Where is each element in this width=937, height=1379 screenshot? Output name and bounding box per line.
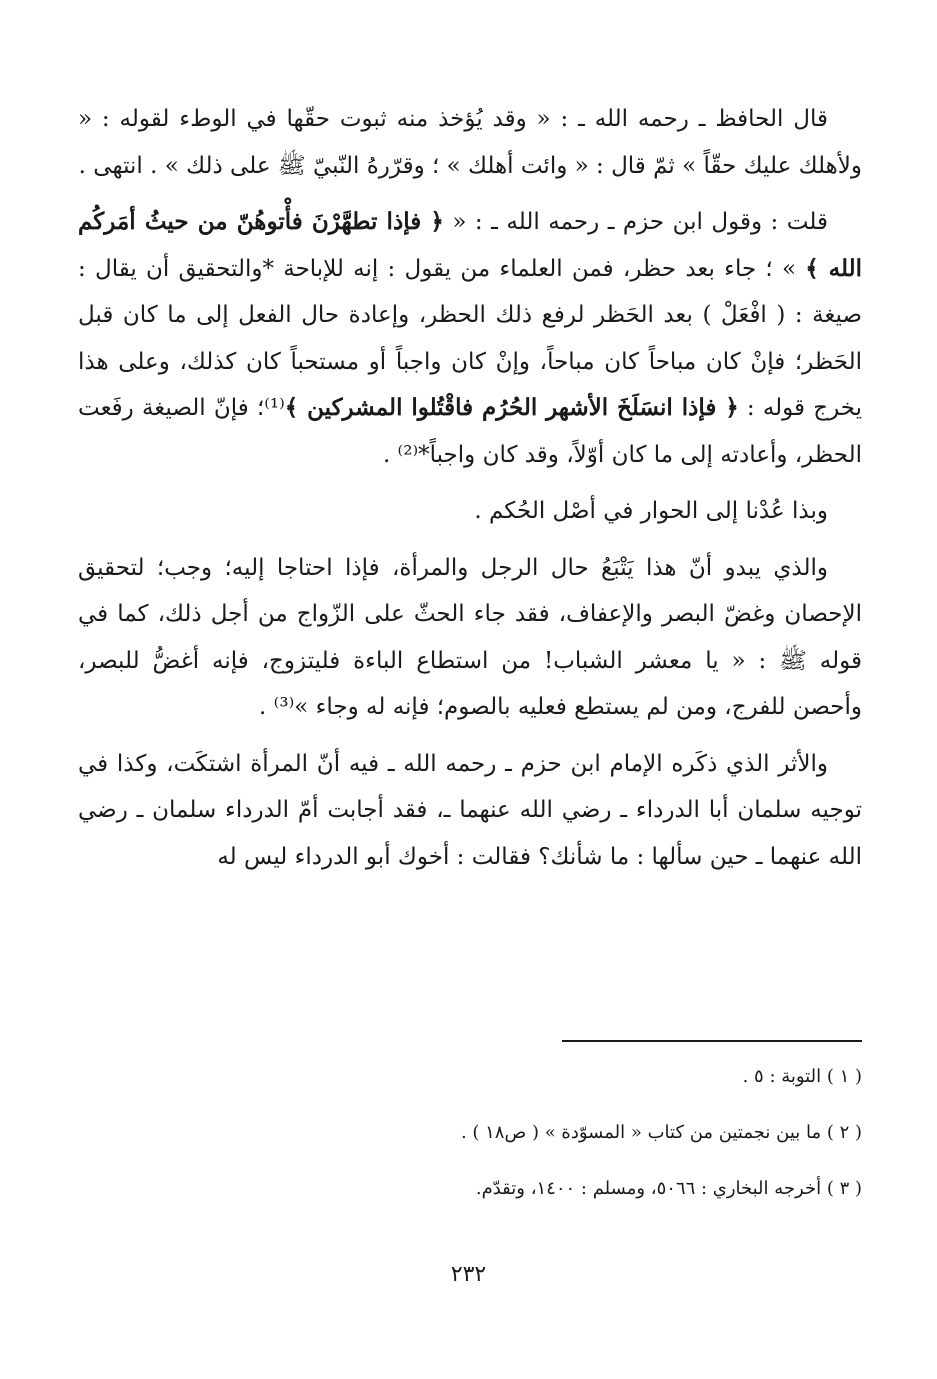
paragraph-text: ⁽¹⁾؛ فإنّ الصيغة رفَعت الحظر، وأعادته إلى ما كان أوّلاً، وقد كان واجباً*⁽²⁾ . (78, 395, 862, 468)
quran-verse: ﴿ فإذا انسَلَخَ الأشهر الحُرُم فاقْتُلوا المشركين ﴾ (284, 394, 739, 421)
footnotes (78, 1062, 862, 1230)
page-number: ٢٣٢ (450, 1262, 487, 1287)
paragraph-text: والذي يبدو أنّ هذا يَتْبَعُ حال الرجل والمرأة، فإذا احتاجا إليه؛ وجب؛ لتحقيق الإحصان وغضّ البصر والإعفاف، فقد جاء الحثّ على الزّواج من أجل ذلك، كما في قوله ﷺ : « يا معشر الشباب! من استطاع الباءة فليتزوج، فإنه أغضُّ للبصر، وأحصن للفرج، ومن لم يستطع فعليه بالصوم؛ فإنه له وجاء »⁽³⁾ . (78, 554, 862, 720)
quran-verse: ﴿ فإذا تطهَّرْنَ فأْتوهُنّ من حيثُ أمَركُم الله ﴾ (78, 208, 862, 282)
footnote-1: ( ١ ) التوبة : ٥ . (742, 1066, 862, 1087)
paragraph-text: والأثر الذي ذكَره الإمام ابن حزم ـ رحمه الله ـ فيه أنّ المرأة اشتكَت، وكذا في توجيه سلمان أبا الدرداء ـ رضي الله عنهما ـ، فقد أجابت أمّ الدرداء سلمان ـ رضي الله عنهما ـ حين سألها : ما شأنك؟ فقالت : أخوك أبو الدرداء ليس له (78, 750, 862, 870)
paragraph-3 (78, 488, 862, 535)
paragraph-2 (78, 199, 862, 478)
paragraph-text: » ؛ جاء بعد حظر، فمن العلماء من يقول : إنه للإباحة *والتحقيق أن يقال : صيغة : ( افْعَلْ ) بعد الحَظر لرفع ذلك الحظر، وإعادة حال الفعل إلى ما كان قبل الحَظر؛ فإنْ كان مباحاً كان مباحاً، وإنْ كان واجباً أو مستحباً كان كذلك، وعلى هذا يخرج قوله : (78, 255, 863, 421)
paragraph-text: قلت : وقول ابن حزم ـ رحمه الله ـ : « (443, 209, 828, 235)
footnote-separator (562, 1040, 862, 1042)
paragraph-text: قال الحافظ ـ رحمه الله ـ : « وقد يُؤخذ منه ثبوت حقّها في الوطء لقوله : « ولأهلك عليك حقّاً » ثمّ قال : « وائت أهلك » ؛ وقرّرهُ النّبيّ ﷺ على ذلك » . انتهى . (78, 106, 862, 179)
footnote-3: ( ٣ ) أخرجه البخاري : ٥٠٦٦، ومسلم : ١٤٠٠، وتقدّم. (475, 1178, 862, 1199)
paragraph-5 (78, 741, 862, 881)
main-text (78, 96, 862, 890)
footnote-2: ( ٢ ) ما بين نجمتين من كتاب « المسوّدة » ( ص١٨ ) . (460, 1122, 862, 1143)
paragraph-4 (78, 545, 862, 731)
paragraph-text: وبذا عُدْنا إلى الحوار في أصْل الحُكم . (474, 498, 828, 524)
paragraph-1 (78, 96, 862, 189)
